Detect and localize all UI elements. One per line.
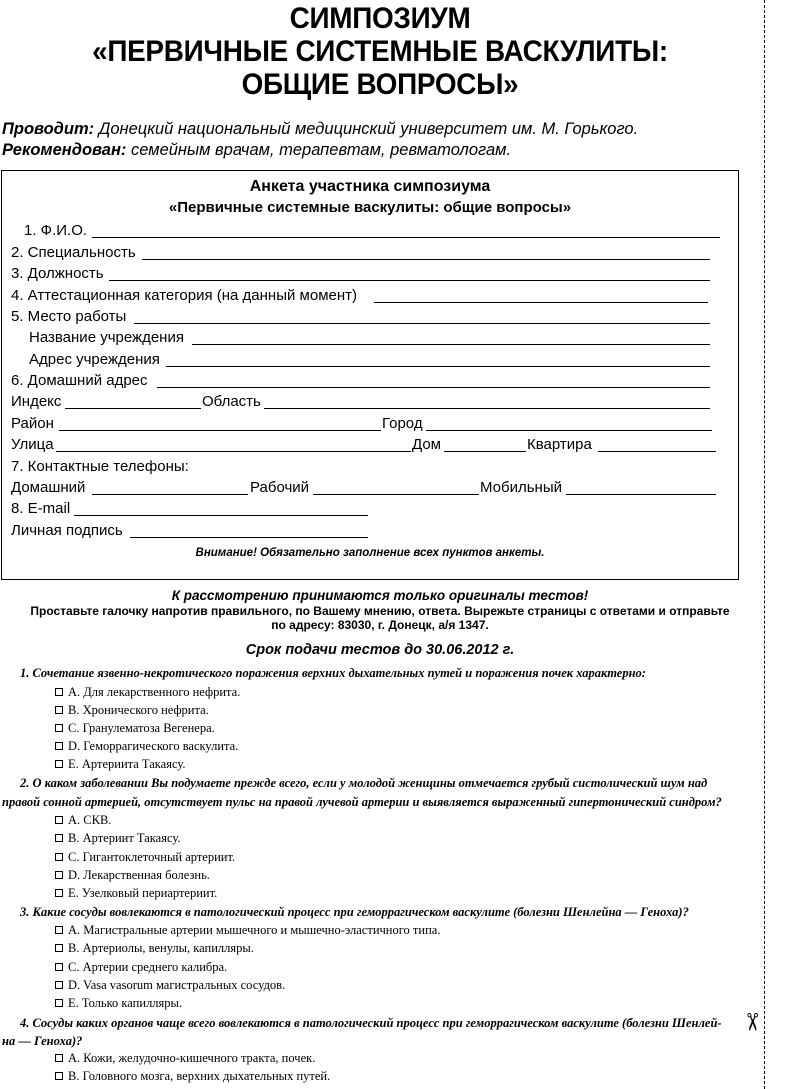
- field-position-label: 3. Должность: [11, 265, 104, 282]
- field-signature-line[interactable]: [130, 537, 368, 538]
- host-label: Проводит:: [2, 120, 95, 138]
- field-position-line[interactable]: [109, 280, 710, 281]
- question-4-text-line-2: на — Геноха)?: [2, 1034, 83, 1048]
- checkbox-icon[interactable]: [55, 963, 63, 971]
- form-subheading: «Первичные системные васкулиты: общие вопросы»: [168, 199, 572, 216]
- title-line-3: ОБЩИЕ ВОПРОСЫ»: [241, 68, 519, 101]
- field-street-line[interactable]: [56, 451, 411, 452]
- field-mobile-phone-label: Мобильный: [480, 479, 562, 496]
- question-1-text: 1. Сочетание язвенно-некротического поражения верхних дыхательных путей и поражения почек характерно:: [20, 666, 646, 680]
- field-work-phone-label: Рабочий: [250, 479, 310, 496]
- form-warning: Внимание! Обязательно заполнение всех пунктов анкеты.: [195, 547, 545, 559]
- question-2-text-line-1: 2. О каком заболевании Вы подумаете прежде всего, если у молодой женщины отмечается грубый систолический шум над: [20, 776, 708, 790]
- checkbox-icon[interactable]: [55, 724, 63, 732]
- field-work-phone-line[interactable]: [313, 494, 479, 495]
- instructions-line-2: по адресу: 83030, г. Донецк, а/я 1347.: [271, 618, 489, 632]
- cut-line: [764, 0, 765, 1089]
- field-category-line[interactable]: [374, 302, 708, 303]
- field-specialty-line[interactable]: [142, 259, 710, 260]
- host-value: Донецкий национальный медицинский университет им. М. Горького.: [98, 120, 639, 138]
- checkbox-icon[interactable]: [55, 889, 63, 897]
- question-2-option-a[interactable]: A. СКВ.: [55, 812, 111, 828]
- question-4-text-line-1: 4. Сосуды каких органов чаще всего вовлекаются в патологический процесс при геморрагическом васкулите (болезни Шенлей-: [20, 1016, 722, 1030]
- checkbox-icon[interactable]: [55, 834, 63, 842]
- checkbox-icon[interactable]: [55, 853, 63, 861]
- field-home-phone-label: Домашний: [11, 479, 86, 496]
- checkbox-icon[interactable]: [55, 1054, 63, 1062]
- title-line-1: СИМПОЗИУМ: [289, 2, 471, 35]
- checkbox-icon[interactable]: [55, 688, 63, 696]
- checkbox-icon[interactable]: [55, 816, 63, 824]
- question-3-option-d[interactable]: D. Vasa vasorum магистральных сосудов.: [55, 977, 285, 993]
- deadline: Срок подачи тестов до 30.06.2012 г.: [245, 642, 515, 658]
- field-home-address-line[interactable]: [157, 387, 710, 388]
- question-2-option-d[interactable]: D. Лекарственная болезнь.: [55, 867, 210, 883]
- checkbox-icon[interactable]: [55, 999, 63, 1007]
- field-oblast-line[interactable]: [264, 408, 710, 409]
- symposium-intro: [2, 119, 638, 161]
- field-apartment-label: Квартира: [527, 436, 592, 453]
- field-workplace-line[interactable]: [134, 323, 710, 324]
- field-rayon-line[interactable]: [59, 430, 381, 431]
- checkbox-icon[interactable]: [55, 926, 63, 934]
- field-gorod-line[interactable]: [426, 430, 712, 431]
- field-category-label: 4. Аттестационная категория (на данный момент): [11, 287, 358, 304]
- checkbox-icon[interactable]: [55, 706, 63, 714]
- question-2-option-c[interactable]: C. Гигантоклеточный артериит.: [55, 849, 235, 865]
- field-workplace-label: 5. Место работы: [11, 308, 127, 325]
- question-1-option-d[interactable]: D. Геморрагического васкулита.: [55, 738, 238, 754]
- field-index-line[interactable]: [65, 408, 201, 409]
- question-4-option-b[interactable]: B. Головного мозга, верхних дыхательных путей.: [55, 1068, 330, 1084]
- field-signature-label: Личная подпись: [11, 522, 123, 539]
- field-institution-address-line[interactable]: [166, 366, 710, 367]
- field-rayon-label: Район: [11, 415, 54, 432]
- question-2-text-line-2: правой сонной артерией, отсутствует пульс на правой лучевой артерии и выявляется выраженный гипертонический синдром?: [2, 795, 722, 809]
- field-fio-line[interactable]: [92, 237, 720, 238]
- field-house-line[interactable]: [444, 451, 526, 452]
- question-3-option-e[interactable]: E. Только капилляры.: [55, 995, 182, 1011]
- checkbox-icon[interactable]: [55, 1072, 63, 1080]
- question-4-option-a[interactable]: A. Кожи, желудочно-кишечного тракта, почек.: [55, 1050, 315, 1066]
- field-email-line[interactable]: [74, 515, 368, 516]
- checkbox-icon[interactable]: [55, 981, 63, 989]
- field-index-label: Индекс: [11, 393, 62, 410]
- checkbox-icon[interactable]: [55, 871, 63, 879]
- form-heading: Анкета участника симпозиума: [249, 178, 491, 195]
- scissors-icon: ✂: [738, 1012, 766, 1033]
- originals-notice: К рассмотрению принимаются только оригиналы тестов!: [171, 588, 589, 603]
- question-3-text: 3. Какие сосуды вовлекаются в патологический процесс при геморрагическом васкулите (болезни Шенлейна — Геноха)?: [20, 905, 689, 919]
- page-title: [27, 2, 734, 101]
- field-institution-name-line[interactable]: [192, 344, 710, 345]
- field-street-label: Улица: [11, 436, 54, 453]
- field-phones-label: 7. Контактные телефоны:: [11, 458, 189, 475]
- question-1-option-e[interactable]: E. Артериита Такаясу.: [55, 756, 186, 772]
- field-home-address-label: 6. Домашний адрес: [11, 372, 148, 389]
- recommended-label: Рекомендован:: [2, 141, 127, 159]
- field-mobile-phone-line[interactable]: [566, 494, 716, 495]
- field-email-label: 8. E-mail: [11, 500, 71, 517]
- field-institution-name-label: Название учреждения: [29, 329, 184, 346]
- checkbox-icon[interactable]: [55, 742, 63, 750]
- question-3-option-a[interactable]: A. Магистральные артерии мышечного и мышечно-эластичного типа.: [55, 922, 440, 938]
- field-fio-label: 1. Ф.И.О.: [24, 222, 88, 239]
- field-institution-address-label: Адрес учреждения: [29, 351, 160, 368]
- field-gorod-label: Город: [382, 415, 423, 432]
- question-1-option-a[interactable]: A. Для лекарственного нефрита.: [55, 684, 240, 700]
- question-1-option-b[interactable]: B. Хронического нефрита.: [55, 702, 209, 718]
- instructions: [0, 604, 760, 632]
- field-home-phone-line[interactable]: [92, 494, 248, 495]
- question-3-option-b[interactable]: B. Артериолы, венулы, капилляры.: [55, 940, 254, 956]
- title-line-2: «ПЕРВИЧНЫЕ СИСТЕМНЫЕ ВАСКУЛИТЫ:: [92, 35, 668, 68]
- checkbox-icon[interactable]: [55, 760, 63, 768]
- question-2-option-b[interactable]: B. Артериит Такаясу.: [55, 830, 181, 846]
- field-house-label: Дом: [412, 436, 441, 453]
- question-3-option-c[interactable]: C. Артерии среднего калибра.: [55, 959, 227, 975]
- field-oblast-label: Область: [202, 393, 261, 410]
- instructions-line-1: Проставьте галочку напротив правильного, по Вашему мнению, ответа. Вырежьте страницы с ответами и отправьте: [30, 604, 730, 618]
- field-specialty-label: 2. Специальность: [11, 244, 136, 261]
- field-apartment-line[interactable]: [598, 451, 716, 452]
- checkbox-icon[interactable]: [55, 944, 63, 952]
- question-2-option-e[interactable]: E. Узелковый периартериит.: [55, 885, 217, 901]
- participant-form: [1, 170, 739, 580]
- question-1-option-c[interactable]: C. Гранулематоза Вегенера.: [55, 720, 215, 736]
- recommended-value: семейным врачам, терапевтам, ревматологам.: [131, 141, 512, 159]
